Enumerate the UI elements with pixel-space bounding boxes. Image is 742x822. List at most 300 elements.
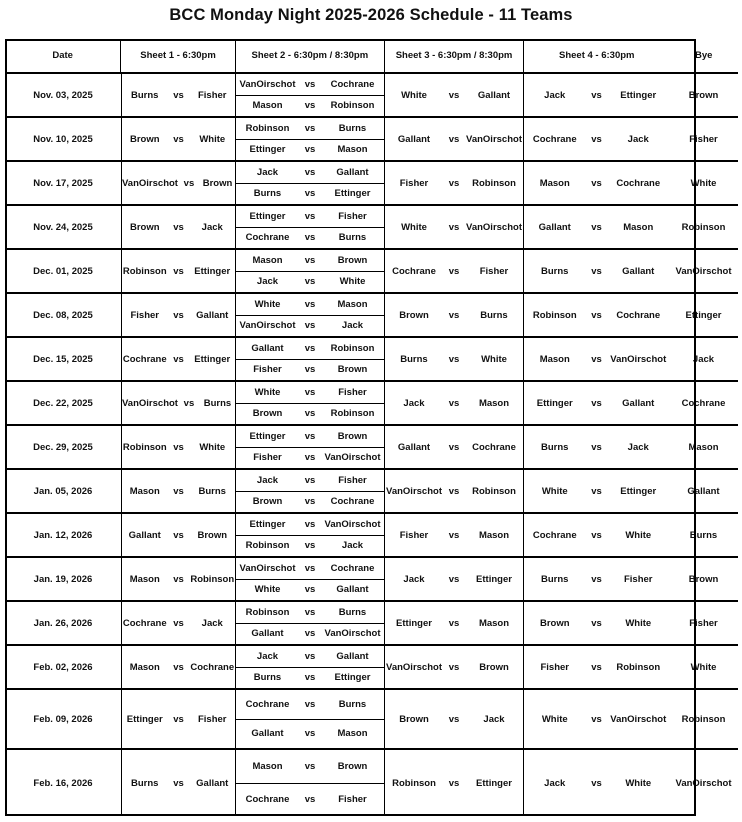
sheet-2-late [236,139,384,161]
vs-label: vs [448,529,460,541]
vs-label: vs [591,177,602,189]
row-bye: Burns [689,529,718,541]
table-row [5,644,738,688]
team-name: Mason [252,254,283,266]
team-name: VanOirschot [239,562,296,574]
match [122,266,235,277]
match [385,310,523,321]
team-name: Cochrane [616,177,661,189]
match [122,90,235,101]
team-name: Robinson [122,441,167,453]
team-name: Fisher [130,309,159,321]
header-row [5,39,738,72]
team-name: Burns [253,672,282,684]
sheet-2-early [236,690,384,719]
team-name: Jack [256,276,279,288]
sheet-2-late [236,183,384,205]
vs-label: vs [304,100,316,112]
team-name: White [199,441,226,453]
team-name: Burns [131,777,159,789]
vs-label: vs [591,221,602,233]
match [236,540,384,551]
team-name: Cochrane [330,78,375,90]
vs-label: vs [304,78,316,90]
match [122,714,235,725]
match [385,486,523,497]
match [524,714,669,725]
sheet-2-early [236,338,384,359]
team-name: Gallant [336,166,369,178]
match [524,442,669,453]
match [122,178,235,189]
sheet-4-cell [523,250,669,292]
team-name: VanOirschot [122,397,178,409]
match [385,530,523,541]
match [236,651,384,662]
table-row [5,424,738,468]
match [524,662,669,673]
sheet-1-cell [121,470,235,512]
match [122,354,235,365]
team-name: Jack [627,133,649,145]
vs-label: vs [591,133,602,145]
match [385,134,523,145]
team-name: Gallant [128,529,161,541]
row-bye: Cochrane [681,397,726,409]
sheet-1-cell [121,74,235,116]
team-name: VanOirschot [466,133,522,145]
sheet-2-late [236,783,384,817]
match [236,276,384,287]
team-name: VanOirschot [386,485,442,497]
team-name: Cochrane [245,794,290,806]
team-name: Gallant [397,441,431,453]
team-name: VanOirschot [466,221,522,233]
team-name: Fisher [623,573,653,585]
team-name: Brown [337,760,368,772]
match [122,662,235,673]
vs-label: vs [304,430,316,442]
match [122,222,235,233]
match [236,584,384,595]
team-name: Burns [541,441,569,453]
team-name: Mason [129,485,160,497]
team-name: Burns [541,265,569,277]
match [236,167,384,178]
row-bye: Fisher [689,133,718,145]
team-name: Fisher [338,210,367,222]
match [524,266,669,277]
match [524,222,669,233]
team-name: Mason [252,760,283,772]
team-name: Ettinger [396,617,432,629]
match [385,354,523,365]
vs-label: vs [304,210,316,222]
match [236,299,384,310]
team-name: White [481,353,507,365]
team-name: Ettinger [476,573,512,585]
table-row [5,116,738,160]
vs-label: vs [591,265,602,277]
vs-label: vs [591,777,602,789]
match [524,134,669,145]
match [385,662,523,673]
row-bye: Mason [688,441,719,453]
sheet-2-late [236,227,384,249]
sheet-2-early [236,558,384,579]
sheet-1-cell [121,750,235,816]
team-name: White [541,485,568,497]
schedule-table [5,39,738,816]
table-row [5,204,738,248]
match [236,123,384,134]
sheet-2-late [236,667,384,689]
vs-label: vs [173,441,184,453]
match [236,211,384,222]
match [385,714,523,725]
team-name: Brown [337,364,368,376]
row-bye: VanOirschot [675,265,732,277]
sheet-4-cell [523,382,669,424]
match [236,343,384,354]
team-name: Burns [253,188,282,200]
vs-label: vs [304,254,316,266]
sheet-2-late [236,359,384,381]
vs-label: vs [448,397,460,409]
schedule-rows [5,72,738,816]
match [122,778,235,789]
sheet-3-cell [384,118,523,160]
vs-label: vs [448,133,460,145]
team-name: White [199,133,226,145]
sheet-3-cell [384,338,523,380]
match [122,486,235,497]
sheet-2-cell [235,750,384,816]
sheet-2-early [236,514,384,535]
vs-label: vs [448,485,460,497]
sheet-1-cell [121,426,235,468]
team-name: Ettinger [334,188,371,200]
match [385,90,523,101]
team-name: Mason [129,573,160,585]
team-name: Brown [337,254,368,266]
team-name: Jack [544,89,566,101]
team-name: Fisher [399,177,429,189]
team-name: Brown [337,430,368,442]
sheet-3-cell [384,470,523,512]
sheet-2-cell [235,250,384,292]
match [385,618,523,629]
team-name: Cochrane [532,133,577,145]
team-name: Jack [201,221,223,233]
team-name: Gallant [251,728,284,740]
vs-label: vs [448,221,460,233]
vs-label: vs [448,309,460,321]
team-name: Jack [627,441,649,453]
match [236,496,384,507]
table-row [5,72,738,116]
row-date: Nov. 24, 2025 [33,221,93,233]
sheet-3-cell [384,558,523,600]
vs-label: vs [173,713,184,725]
sheet-4-cell [523,426,669,468]
vs-label: vs [591,89,602,101]
table-row [5,600,738,644]
sheet-2-cell [235,74,384,116]
match [524,354,669,365]
team-name: Burns [338,606,367,618]
match [385,398,523,409]
team-name: White [401,89,427,101]
row-date: Jan. 12, 2026 [33,529,93,541]
table-row [5,336,738,380]
match [122,618,235,629]
vs-label: vs [591,397,602,409]
vs-label: vs [173,573,184,585]
sheet-4-cell [523,338,669,380]
sheet-2-cell [235,338,384,380]
team-name: Fisher [338,474,367,486]
vs-label: vs [448,265,460,277]
sheet-2-early [236,602,384,623]
team-name: Gallant [336,650,369,662]
match [236,431,384,442]
team-name: VanOirschot [239,78,296,90]
vs-label: vs [448,177,460,189]
team-name: White [625,617,652,629]
team-name: Gallant [196,309,229,321]
team-name: Fisher [253,364,282,376]
team-name: Fisher [479,265,509,277]
match [385,178,523,189]
match [236,255,384,266]
sheet-4-cell [523,206,669,248]
sheet-2-cell [235,382,384,424]
sheet-2-cell [235,162,384,204]
vs-label: vs [304,562,316,574]
team-name: White [254,298,281,310]
row-date: Dec. 01, 2025 [33,265,93,277]
vs-label: vs [304,188,316,200]
team-name: Mason [539,353,570,365]
team-name: Burns [338,122,367,134]
team-name: Ettinger [476,777,512,789]
vs-label: vs [304,166,316,178]
sheet-4-cell [523,162,669,204]
row-bye: Robinson [681,221,726,233]
vs-label: vs [173,265,184,277]
team-name: Burns [198,485,226,497]
sheet-3-cell [384,294,523,336]
match [385,266,523,277]
row-date: Jan. 05, 2026 [33,485,93,497]
sheet-3-cell [384,690,523,748]
match [236,364,384,375]
sheet-2-cell [235,118,384,160]
match [524,530,669,541]
table-row [5,468,738,512]
team-name: Robinson [245,122,290,134]
team-name: Gallant [622,265,655,277]
sheet-3-cell [384,426,523,468]
vs-label: vs [304,606,316,618]
match [524,486,669,497]
match [236,387,384,398]
team-name: Robinson [122,265,167,277]
sheet-2-early [236,74,384,95]
sheet-1-cell [121,602,235,644]
match [236,79,384,90]
team-name: Ettinger [334,672,371,684]
vs-label: vs [448,89,460,101]
vs-label: vs [591,661,602,673]
sheet-4-cell [523,470,669,512]
team-name: Jack [544,777,566,789]
team-name: Cochrane [122,353,167,365]
team-name: Cochrane [245,232,290,244]
sheet-1-cell [121,250,235,292]
team-name: Cochrane [616,309,661,321]
sheet-1-cell [121,338,235,380]
row-date: Jan. 19, 2026 [33,573,93,585]
row-bye: Ettinger [685,309,722,321]
team-name: Cochrane [472,441,516,453]
vs-label: vs [304,232,316,244]
sheet-2-late [236,315,384,337]
vs-label: vs [591,529,602,541]
vs-label: vs [173,485,184,497]
team-name: Fisher [338,386,367,398]
team-name: Mason [337,298,368,310]
vs-label: vs [591,485,602,497]
team-name: Gallant [622,397,655,409]
match [385,442,523,453]
match [236,699,384,710]
match [122,134,235,145]
team-name: Mason [539,177,570,189]
row-date: Dec. 29, 2025 [33,441,93,453]
sheet-2-early [236,206,384,227]
team-name: Robinson [472,485,516,497]
team-name: Ettinger [249,430,286,442]
sheet-1-cell [121,206,235,248]
match [236,320,384,331]
match [524,178,669,189]
sheet-4-cell [523,74,669,116]
team-name: Mason [478,397,510,409]
header-sheet-2: Sheet 2 - 6:30pm / 8:30pm [235,39,384,72]
table-row [5,380,738,424]
team-name: Gallant [336,584,369,596]
header-bye: Bye [694,50,713,61]
row-bye: White [690,661,717,673]
team-name: Cochrane [532,529,577,541]
vs-label: vs [183,177,195,189]
vs-label: vs [448,617,460,629]
vs-label: vs [591,617,602,629]
row-date: Feb. 02, 2026 [33,661,93,673]
vs-label: vs [591,353,602,365]
team-name: White [625,777,652,789]
team-name: Jack [256,650,279,662]
team-name: VanOirschot [239,320,296,332]
sheet-2-early [236,162,384,183]
vs-label: vs [304,628,316,640]
sheet-2-late [236,447,384,469]
sheet-2-cell [235,602,384,644]
team-name: Ettinger [249,210,286,222]
vs-label: vs [448,713,460,725]
team-name: Cochrane [330,496,375,508]
sheet-2-cell [235,690,384,748]
team-name: White [625,529,652,541]
table-row [5,292,738,336]
match [236,475,384,486]
sheet-1-cell [121,294,235,336]
vs-label: vs [448,573,460,585]
sheet-4-cell [523,690,669,748]
match [236,761,384,772]
match [385,778,523,789]
sheet-2-cell [235,426,384,468]
team-name: Jack [483,713,505,725]
vs-label: vs [304,298,316,310]
match [236,728,384,739]
sheet-3-cell [384,250,523,292]
vs-label: vs [591,713,602,725]
row-date: Jan. 26, 2026 [33,617,93,629]
vs-label: vs [304,364,316,376]
team-name: Mason [337,728,368,740]
team-name: Robinson [190,573,235,585]
sheet-2-late [236,403,384,425]
team-name: VanOirschot [386,661,442,673]
sheet-1-cell [121,162,235,204]
sheet-4-cell [523,558,669,600]
row-bye: Fisher [689,617,718,629]
match [122,574,235,585]
team-name: Ettinger [620,485,657,497]
vs-label: vs [591,441,602,453]
sheet-3-cell [384,206,523,248]
team-name: Brown [399,713,429,725]
team-name: Cochrane [392,265,436,277]
vs-label: vs [304,474,316,486]
match [236,607,384,618]
sheet-4-cell [523,294,669,336]
match [524,398,669,409]
match [236,563,384,574]
vs-label: vs [304,728,316,740]
vs-label: vs [173,353,184,365]
match [122,310,235,321]
vs-label: vs [448,661,460,673]
team-name: Cochrane [190,661,235,673]
match [524,310,669,321]
sheet-1-cell [121,646,235,688]
team-name: White [541,713,568,725]
team-name: Jack [256,166,279,178]
match [236,232,384,243]
team-name: Robinson [472,177,516,189]
vs-label: vs [448,777,460,789]
match [236,188,384,199]
sheet-3-cell [384,162,523,204]
team-name: Mason [623,221,654,233]
row-date: Nov. 17, 2025 [33,177,93,189]
sheet-2-early [236,750,384,783]
team-name: VanOirschot [324,628,381,640]
